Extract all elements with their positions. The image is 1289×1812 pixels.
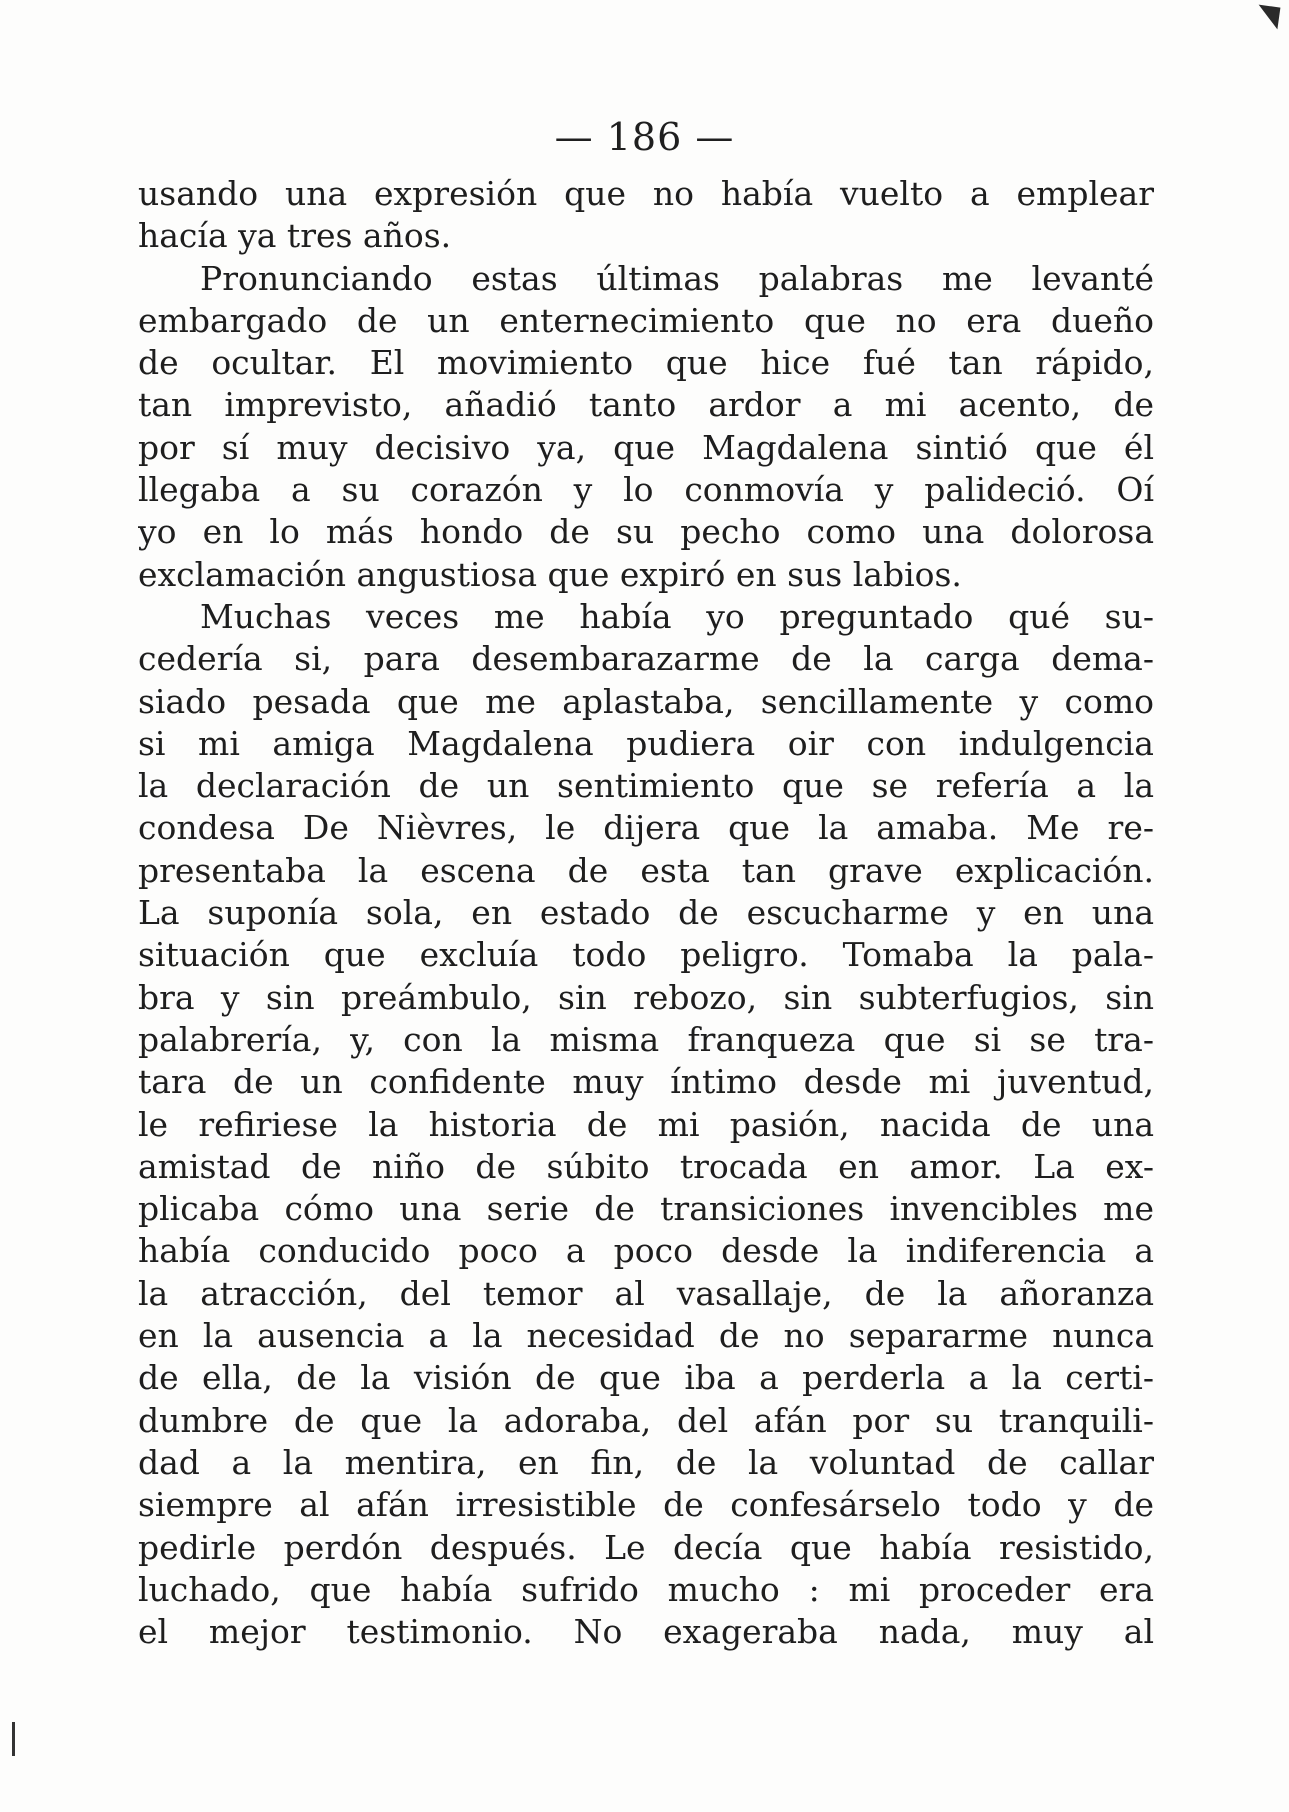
text-line: si mi amiga Magdalena pudiera oir con indulgencia — [138, 723, 1154, 763]
text-line: Pronunciando estas últimas palabras me levanté — [200, 258, 1154, 298]
text-line: dad a la mentira, en fin, de la voluntad de callar — [138, 1442, 1154, 1482]
body-text — [138, 173, 1154, 1653]
text-line: por sí muy decisivo ya, que Magdalena sintió que él — [138, 427, 1154, 467]
text-line: palabrería, y, con la misma franqueza que si se tra- — [138, 1019, 1154, 1059]
text-line: siado pesada que me aplastaba, sencillamente y como — [138, 681, 1154, 721]
text-line: exclamación angustiosa que expiró en sus labios. — [138, 554, 962, 594]
text-line: en la ausencia a la necesidad de no separarme nunca — [138, 1316, 1154, 1356]
text-line: llegaba a su corazón y lo conmovía y palideció. Oí — [138, 470, 1154, 510]
text-line: embargado de un enternecimiento que no era dueño — [138, 300, 1154, 340]
text-line: condesa De Nièvres, le dijera que la amaba. Me re- — [138, 808, 1154, 848]
text-line: La suponía sola, en estado de escucharme y en una — [138, 893, 1154, 933]
text-line: dumbre de que la adoraba, del afán por su tranquili- — [138, 1400, 1154, 1440]
text-line: bra y sin preámbulo, sin rebozo, sin subterfugios, sin — [138, 977, 1154, 1017]
text-line: presentaba la escena de esta tan grave explicación. — [138, 850, 1154, 890]
page-number: — 186 — — [554, 115, 735, 159]
text-line: el mejor testimonio. No exageraba nada, muy al — [138, 1612, 1154, 1652]
text-line: yo en lo más hondo de su pecho como una dolorosa — [138, 512, 1154, 552]
text-line: usando una expresión que no había vuelto a emplear — [138, 174, 1154, 213]
text-line: la atracción, del temor al vasallaje, de la añoranza — [138, 1273, 1154, 1313]
text-line: hacía ya tres años. — [138, 216, 452, 256]
text-line: de ella, de la visión de que iba a perderla a la certi- — [138, 1358, 1154, 1398]
text-line: siempre al afán irresistible de confesárselo todo y de — [138, 1485, 1154, 1525]
text-line: tara de un confidente muy íntimo desde mi juventud, — [138, 1062, 1154, 1102]
text-line: situación que excluía todo peligro. Tomaba la pala- — [138, 935, 1154, 975]
text-line: de ocultar. El movimiento que hice fué tan rápido, — [138, 343, 1154, 383]
text-line: había conducido poco a poco desde la indiferencia a — [138, 1231, 1154, 1271]
text-line: la declaración de un sentimiento que se refería a la — [138, 766, 1154, 806]
text-line: cedería si, para desembarazarme de la carga dema- — [138, 639, 1154, 679]
text-line: plicaba cómo una serie de transiciones invencibles me — [138, 1189, 1154, 1229]
text-line: tan imprevisto, añadió tanto ardor a mi acento, de — [138, 385, 1154, 425]
text-line: le refiriese la historia de mi pasión, nacida de una — [138, 1104, 1154, 1144]
corner-mark — [1256, 5, 1281, 30]
text-line: pedirle perdón después. Le decía que había resistido, — [138, 1527, 1154, 1567]
text-line: amistad de niño de súbito trocada en amor. La ex- — [138, 1146, 1154, 1186]
text-line: Muchas veces me había yo preguntado qué su- — [200, 596, 1154, 636]
binding-edge-mark — [12, 1722, 15, 1756]
text-line: luchado, que había sufrido mucho : mi proceder era — [138, 1569, 1154, 1609]
